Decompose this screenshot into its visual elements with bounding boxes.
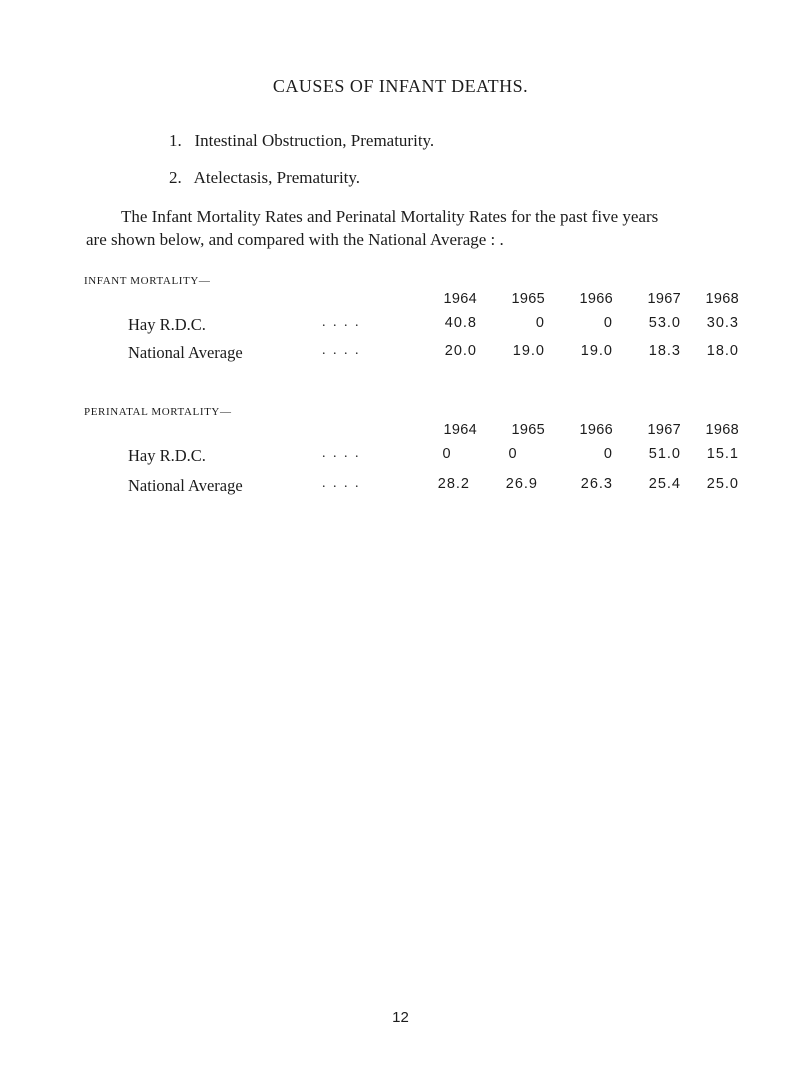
row-label: Hay R.D.C. xyxy=(128,315,206,334)
row-label: National Average xyxy=(128,343,243,362)
value-cell: 26.3 xyxy=(580,476,613,492)
value-cell: 18.3 xyxy=(648,343,681,359)
value-cell: 53.0 xyxy=(648,315,681,331)
causes-list xyxy=(169,122,434,196)
value-cell: 0 xyxy=(603,315,613,331)
value-cell: 19.0 xyxy=(512,343,545,359)
year-cell: 1967 xyxy=(647,422,681,438)
value-cell: 30.3 xyxy=(706,315,739,331)
cause-item xyxy=(169,122,434,159)
value-cell: 18.0 xyxy=(706,343,739,359)
value-cell: 0 xyxy=(535,315,545,331)
dot-leader: . . . . xyxy=(322,315,361,330)
cause-item xyxy=(169,159,434,196)
page-title: CAUSES OF INFANT DEATHS. xyxy=(272,76,529,96)
year-cell: 1964 xyxy=(443,422,477,438)
value-cell: 28.2 xyxy=(437,476,470,492)
value-cell: 15.1 xyxy=(706,446,739,462)
value-cell: 51.0 xyxy=(648,446,681,462)
year-cell: 1966 xyxy=(579,422,613,438)
year-cell: 1964 xyxy=(443,291,477,307)
dot-leader: . . . . xyxy=(322,476,361,491)
value-cell: 0 xyxy=(603,446,613,462)
perinatal-mortality-heading: PERINATAL MORTALITY— xyxy=(84,406,232,418)
table-row xyxy=(0,315,801,337)
cause-number: 2. xyxy=(169,168,182,187)
dot-leader: . . . . xyxy=(322,343,361,358)
value-cell: 19.0 xyxy=(580,343,613,359)
value-cell: 0 xyxy=(442,446,452,462)
value-cell: 0 xyxy=(508,446,518,462)
intro-line-1: The Infant Mortality Rates and Perinatal Mortality Rates for the past five years xyxy=(121,207,659,226)
intro-paragraph xyxy=(86,205,801,251)
value-cell: 26.9 xyxy=(505,476,538,492)
infant-mortality-heading: INFANT MORTALITY— xyxy=(84,275,211,287)
page-number: 12 xyxy=(392,1009,409,1026)
year-cell: 1967 xyxy=(647,291,681,307)
year-cell: 1965 xyxy=(511,291,545,307)
intro-line-2: are shown below, and compared with the National Average : . xyxy=(86,230,504,249)
value-cell: 40.8 xyxy=(444,315,477,331)
year-header-row xyxy=(0,422,801,444)
cause-number: 1. xyxy=(169,131,182,150)
year-cell: 1968 xyxy=(705,291,739,307)
table-row xyxy=(0,446,801,468)
value-cell: 25.0 xyxy=(706,476,739,492)
table-row xyxy=(0,476,801,498)
cause-text: Intestinal Obstruction, Prematurity. xyxy=(194,131,435,150)
year-cell: 1965 xyxy=(511,422,545,438)
cause-text: Atelectasis, Prematurity. xyxy=(193,168,361,187)
value-cell: 25.4 xyxy=(648,476,681,492)
year-cell: 1968 xyxy=(705,422,739,438)
row-label: National Average xyxy=(128,476,243,495)
year-header-row xyxy=(0,291,801,313)
year-cell: 1966 xyxy=(579,291,613,307)
value-cell: 20.0 xyxy=(444,343,477,359)
dot-leader: . . . . xyxy=(322,446,361,461)
table-row xyxy=(0,343,801,365)
row-label: Hay R.D.C. xyxy=(128,446,206,465)
